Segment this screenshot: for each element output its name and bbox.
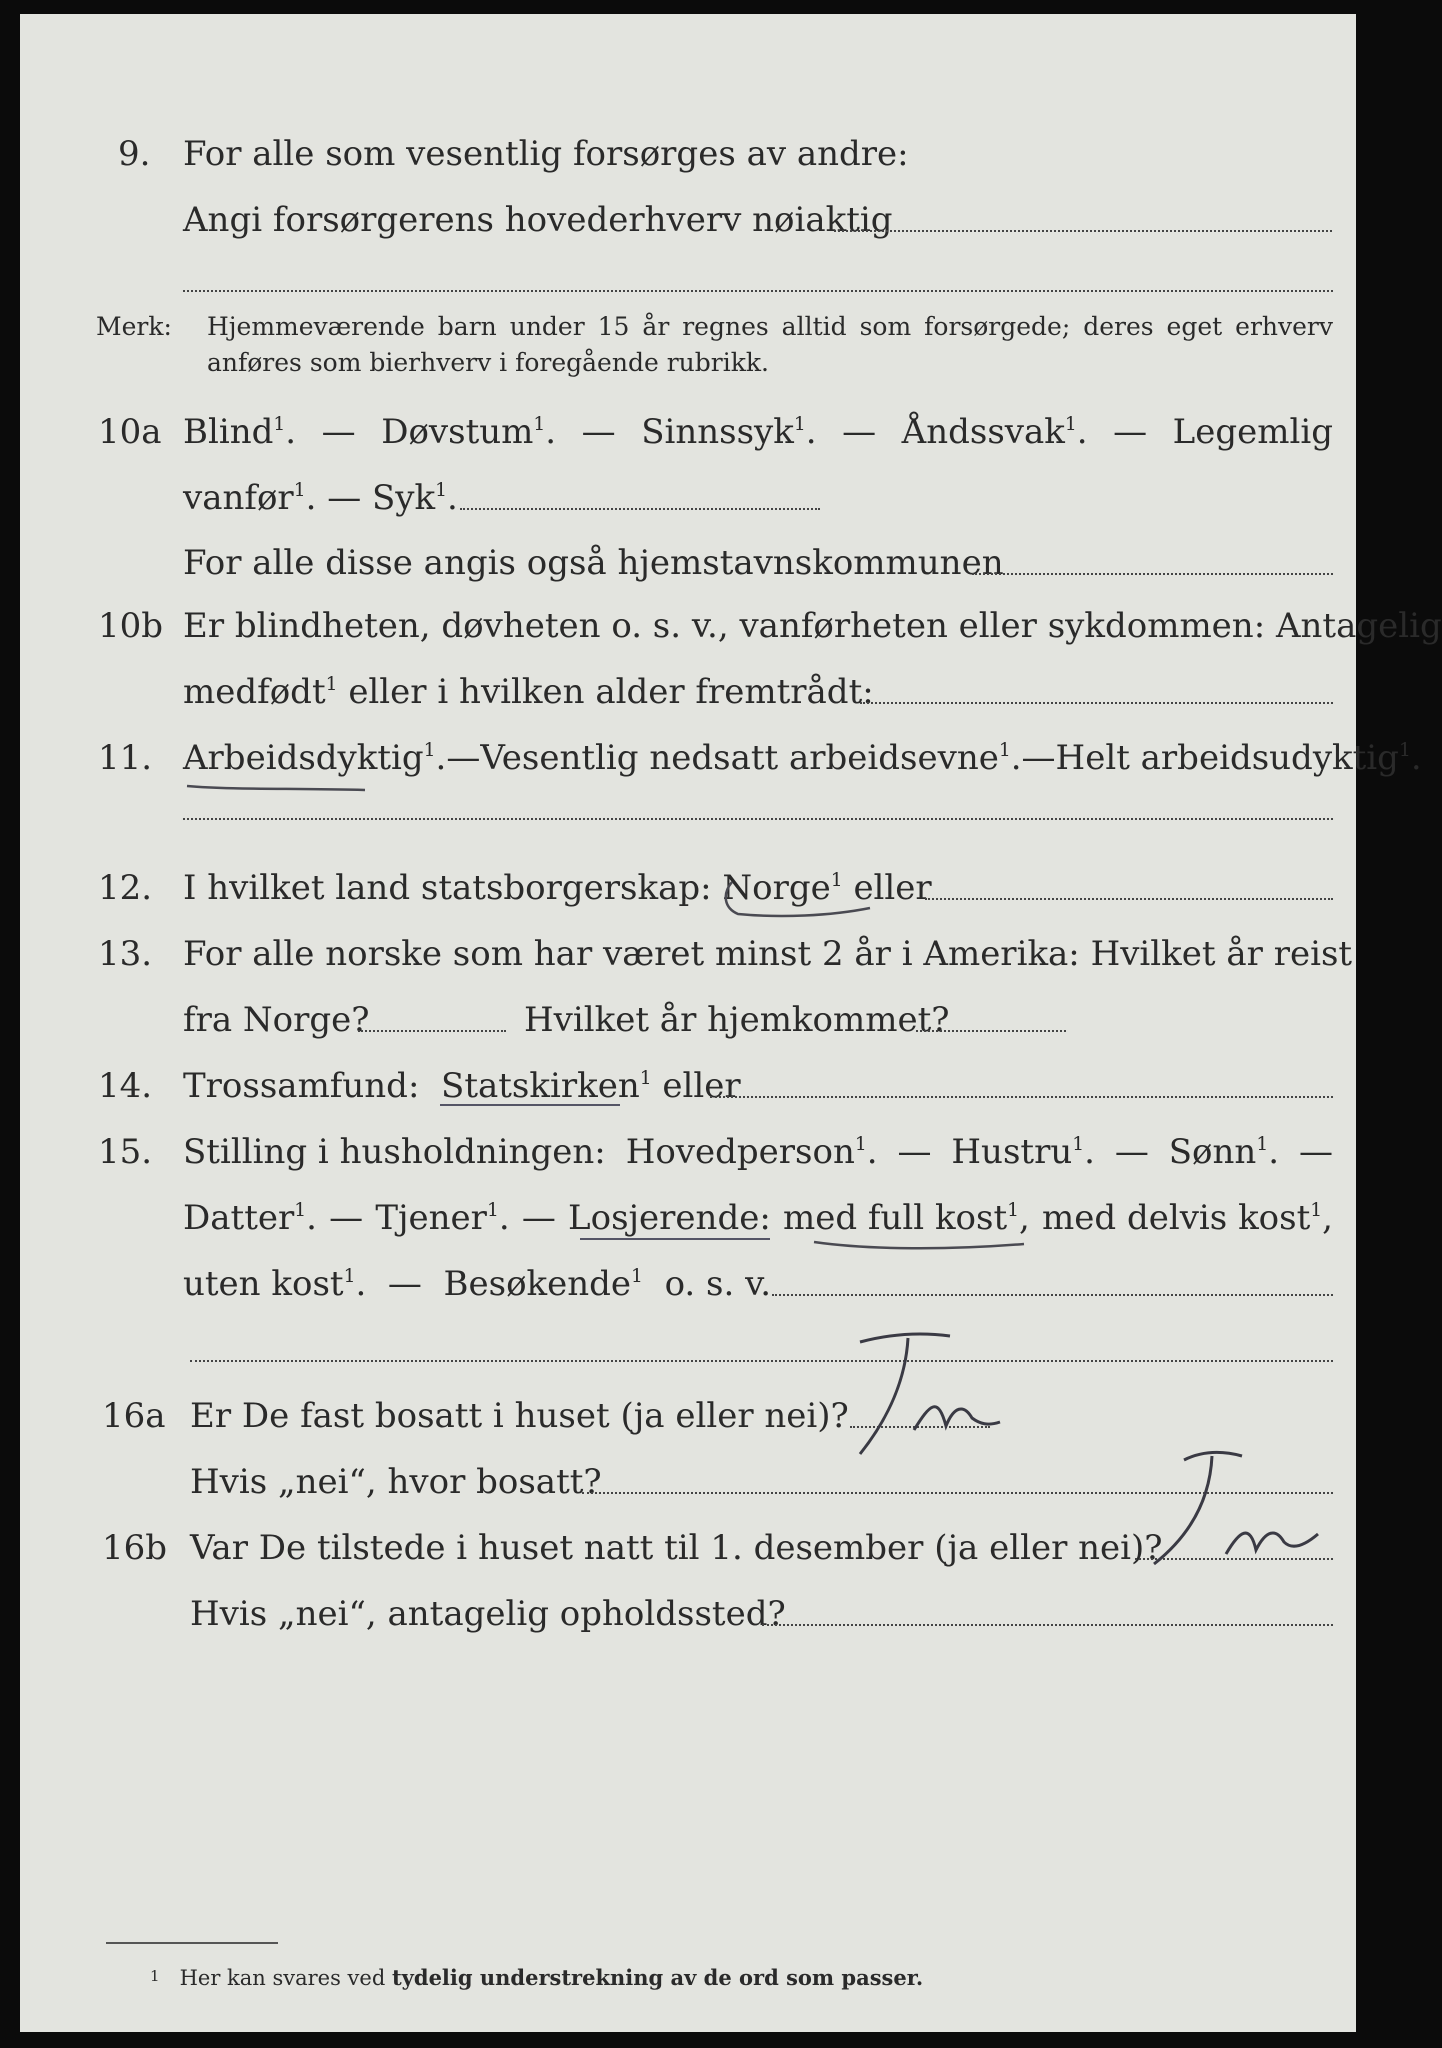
footnote-rule bbox=[106, 1942, 278, 1944]
option-arbeidsdyktig[interactable]: Arbeidsdyktig$^1$. bbox=[183, 738, 447, 778]
q10a-line1 bbox=[183, 410, 1333, 454]
q16b-number: 16b bbox=[102, 1528, 168, 1568]
dash: — bbox=[1113, 412, 1148, 452]
q10a-line3: For alle disse angis også hjemstavnskommunen bbox=[183, 543, 1004, 583]
option-besokende[interactable]: Besøkende$^1$ bbox=[443, 1264, 643, 1304]
q13-line1: For alle norske som har været minst 2 år i Amerika: Hvilket år reist bbox=[183, 934, 1353, 974]
q10a-number: 10a bbox=[98, 412, 162, 452]
q10b-answer-line[interactable] bbox=[860, 702, 1333, 704]
q15-answer-line-2[interactable] bbox=[190, 1360, 1333, 1362]
q10a-kommune-line[interactable] bbox=[972, 573, 1333, 575]
q13-reist-line[interactable] bbox=[358, 1030, 506, 1032]
q9-answer-line[interactable] bbox=[834, 230, 1332, 232]
option-hovedperson[interactable]: Hovedperson$^1$. bbox=[625, 1132, 878, 1172]
q11-number: 11. bbox=[98, 738, 153, 778]
option-sinnssyk[interactable]: Sinnssyk$^1$. bbox=[641, 412, 817, 452]
option-statskirken[interactable]: Statskirken$^1$ bbox=[441, 1066, 652, 1106]
option-losjerende[interactable]: Losjerende: bbox=[568, 1198, 771, 1238]
option-dovstum[interactable]: Døvstum$^1$. bbox=[381, 412, 557, 452]
merk-line2: anføres som bierhverv i foregående rubrikk. bbox=[207, 348, 769, 377]
option-delvis[interactable]: med delvis kost$^1$, bbox=[1042, 1198, 1333, 1238]
option-hustru[interactable]: Hustru$^1$. bbox=[951, 1132, 1095, 1172]
option-syk[interactable]: Syk$^1$. bbox=[372, 478, 458, 518]
q16b-handwritten-answer bbox=[1100, 1434, 1340, 1584]
q16b-line2: Hvis „nei“, antagelig opholdssted? bbox=[190, 1594, 786, 1634]
q10a-syk-line[interactable] bbox=[460, 508, 820, 510]
q10b-line2: medfødt$^1$ eller i hvilken alder fremtrådt: bbox=[183, 672, 874, 712]
q10a-line2: vanfør$^1$. — Syk$^1$. bbox=[183, 478, 458, 518]
option-vanfor[interactable]: vanfør$^1$. bbox=[183, 478, 317, 518]
q12-line: I hvilket land statsborgerskap: Norge$^1$ eller bbox=[183, 868, 932, 908]
q14-line: Trossamfund: Statskirken$^1$ eller bbox=[183, 1066, 741, 1106]
q16b-line1: Var De tilstede i huset natt til 1. desember (ja eller nei)? bbox=[190, 1528, 1163, 1568]
q10b-line1: Er blindheten, døvheten o. s. v., vanførheten eller sykdommen: Antagelig bbox=[183, 606, 1442, 646]
q13-hjem-line[interactable] bbox=[916, 1030, 1066, 1032]
pencil-underline-fullkost bbox=[810, 1234, 1030, 1264]
q15-number: 15. bbox=[98, 1132, 153, 1172]
q14-answer-line[interactable] bbox=[710, 1096, 1333, 1098]
q9-line1: For alle som vesentlig forsørges av andre: bbox=[183, 134, 909, 174]
q16b-opholdssted-line[interactable] bbox=[762, 1624, 1333, 1626]
option-norge[interactable]: Norge$^1$ bbox=[722, 868, 843, 908]
q15-answer-line[interactable] bbox=[772, 1294, 1333, 1296]
q14-number: 14. bbox=[98, 1066, 153, 1106]
option-udyktig[interactable]: Helt arbeidsudyktig$^1$. bbox=[1055, 738, 1422, 778]
q11-answer-line[interactable] bbox=[183, 818, 1333, 820]
option-andssvak[interactable]: Åndssvak$^1$. bbox=[901, 412, 1088, 452]
option-fullkost[interactable]: med full kost$^1$, bbox=[782, 1198, 1030, 1238]
q9-answer-line-2[interactable] bbox=[183, 290, 1333, 292]
pencil-underline-statskirken bbox=[440, 1104, 620, 1106]
q16a-handwritten-answer bbox=[840, 1314, 1020, 1464]
dash: — bbox=[581, 412, 616, 452]
option-legemlig[interactable]: Legemlig bbox=[1172, 412, 1333, 452]
q12-number: 12. bbox=[98, 868, 153, 908]
pencil-underline-arbeidsdyktig bbox=[183, 776, 373, 798]
q15-line2: Datter$^1$. — Tjener$^1$. — Losjerende: med full kost$^1$, med delvis kost$^1$, bbox=[183, 1198, 1333, 1238]
option-sonn[interactable]: Sønn$^1$. bbox=[1168, 1132, 1280, 1172]
option-blind[interactable]: Blind$^1$. bbox=[183, 412, 297, 452]
q11-line: Arbeidsdyktig$^1$. — Vesentlig nedsatt arbeidsevne$^1$. — Helt arbeidsudyktig$^1$. bbox=[183, 738, 1422, 778]
option-uten[interactable]: uten kost$^1$. bbox=[183, 1264, 367, 1304]
q16a-line1: Er De fast bosatt i huset (ja eller nei)? bbox=[190, 1396, 849, 1436]
dash: — bbox=[842, 412, 877, 452]
q10b-number: 10b bbox=[98, 606, 164, 646]
merk-label: Merk: bbox=[96, 312, 172, 341]
q13-number: 13. bbox=[98, 934, 153, 974]
q15-line1: Stilling i husholdningen: Hovedperson$^1$. — Hustru$^1$. — Sønn$^1$. — bbox=[183, 1132, 1333, 1172]
q16a-line2: Hvis „nei“, hvor bosatt? bbox=[190, 1462, 602, 1502]
q15-line3: uten kost$^1$. — Besøkende$^1$ o. s. v. bbox=[183, 1264, 772, 1304]
dash: — bbox=[321, 412, 356, 452]
option-nedsatt[interactable]: Vesentlig nedsatt arbeidsevne$^1$. bbox=[480, 738, 1022, 778]
q13-hjem-label: Hvilket år hjemkommet? bbox=[524, 1000, 950, 1040]
footnote: 1 Her kan svares ved tydelig understrekning av de ord som passer. bbox=[150, 1965, 924, 1990]
q16a-number: 16a bbox=[102, 1396, 166, 1436]
q9-line2: Angi forsørgerens hovederhverv nøiaktig bbox=[183, 200, 893, 240]
q12-answer-line[interactable] bbox=[925, 898, 1333, 900]
q13-reist-label: fra Norge? bbox=[183, 1000, 370, 1040]
option-tjener[interactable]: Tjener$^1$. bbox=[375, 1198, 510, 1238]
q9-number: 9. bbox=[118, 134, 151, 174]
option-datter[interactable]: Datter$^1$. bbox=[183, 1198, 317, 1238]
pencil-underline-losjerende bbox=[580, 1238, 770, 1240]
pencil-mark-norge bbox=[720, 874, 880, 924]
merk-line1: Hjemmeværende barn under 15 år regnes alltid som forsørgede; deres eget erhverv bbox=[207, 312, 1333, 341]
census-form-page bbox=[20, 14, 1442, 2032]
